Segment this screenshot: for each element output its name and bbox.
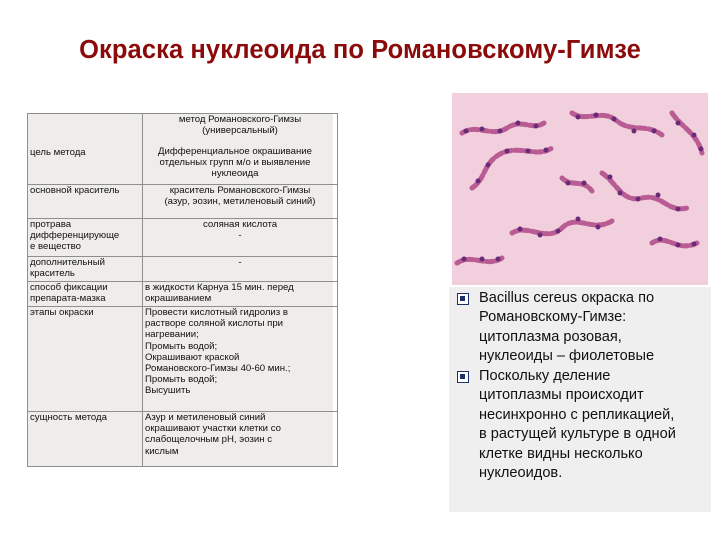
table-row (28, 282, 338, 307)
row-value: в жидкости Карнуа 15 мин. перед окрашиванием (143, 282, 338, 307)
square-bullet-icon (457, 371, 469, 383)
row-label: дополнительный краситель (28, 257, 143, 282)
row-label: протрава дифференцирующе е вещество (28, 219, 143, 257)
table-row (28, 412, 338, 467)
table-header-method: метод Романовского-Гимзы (универсальный) (143, 114, 338, 185)
row-label: этапы окраски (28, 307, 143, 412)
goal-row-overlay (27, 146, 333, 183)
square-bullet-icon (457, 293, 469, 305)
row-value: Азур и метиленовый синий окрашивают участки клетки со слабощелочным pH, эозин с кислым (143, 412, 338, 467)
row-value: краситель Романовского-Гимзы (азур, эозин, метиленовый синий) (143, 185, 338, 219)
method-table (27, 113, 333, 467)
row-label: основной краситель (28, 185, 143, 219)
row-label: цель метода (30, 147, 86, 158)
table-row (28, 257, 338, 282)
micrograph-background (452, 93, 708, 285)
caption-box (449, 287, 711, 512)
row-label: способ фиксации препарата-мазка (28, 282, 143, 307)
caption-paragraph: Поскольку деление цитоплазмы происходит несинхронно с репликацией, в растущей культуре в одной клетке видны несколько нуклеоидов. (479, 368, 676, 482)
micrograph-image (452, 93, 708, 285)
row-value: - (143, 257, 338, 282)
row-value: Дифференциальное окрашивание отдельных групп м/о и выявление нуклеоида (158, 146, 312, 180)
caption-paragraph: Bacillus cereus окраска по Романовскому-Гимзе: цитоплазма розовая, нуклеоиды – фиолетовые (479, 290, 655, 365)
row-value: Провести кислотный гидролиз в растворе соляной кислоты при нагревании; Промыть водой; Окрашивают краской Романовского-Гимзы 40-60 мин.; Промыть водой; Высушить (143, 307, 338, 412)
table-row (28, 185, 338, 219)
table-row (28, 307, 338, 412)
slide-title: Окраска нуклеоида по Романовскому-Гимзе (79, 36, 641, 64)
table-row (28, 219, 338, 257)
row-label: сущность метода (28, 412, 143, 467)
row-value: соляная кислота - (143, 219, 338, 257)
